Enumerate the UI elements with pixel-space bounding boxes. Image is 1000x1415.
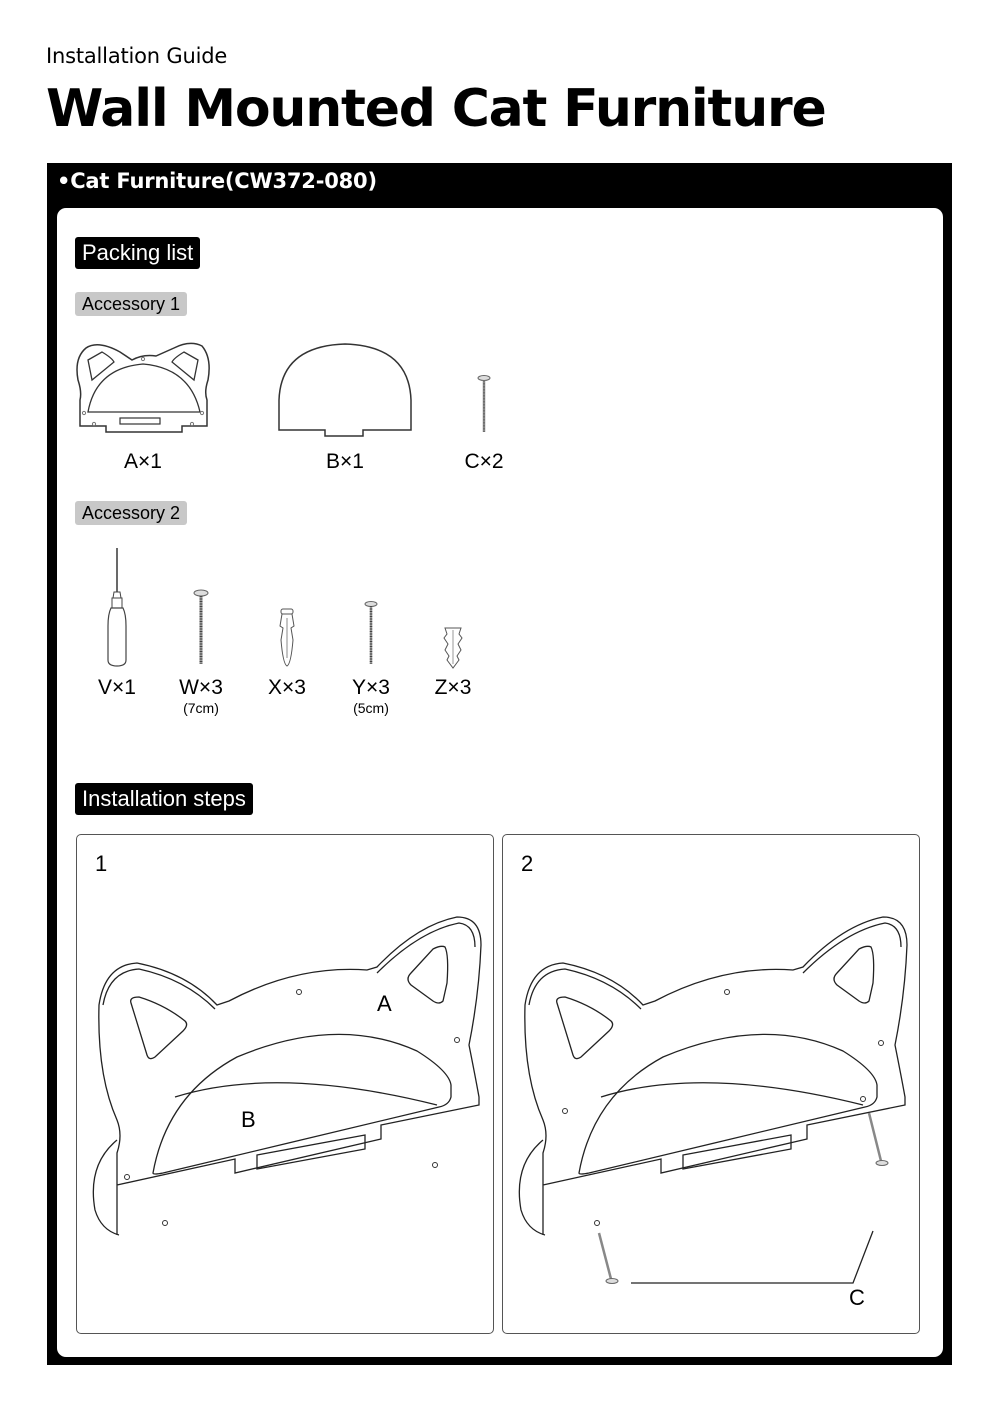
item-w [171,546,231,716]
short-screw-icon [361,546,381,670]
item-w-label: W×3 [179,676,223,699]
item-c [449,340,519,474]
item-x-label: X×3 [268,676,306,699]
installation-steps-label: Installation steps [75,783,253,815]
item-b-label: B×1 [326,450,364,473]
item-b [277,340,413,474]
page-title: Wall Mounted Cat Furniture [46,79,826,139]
screwdriver-icon [102,546,132,670]
step-1-assembly-illustration [77,835,495,1335]
step-2-screw-illustration [503,835,921,1335]
item-z [423,546,483,700]
product-heading: •Cat Furniture(CW372-080) [57,169,377,193]
step-1-number: 1 [95,851,108,876]
item-y-size: (5cm) [353,700,389,716]
item-c-label: C×2 [464,450,504,473]
long-screw-icon [191,546,211,670]
step-2-panel [502,834,920,1334]
accessory-1-label: Accessory 1 [75,292,187,316]
callout-a: A [377,991,392,1016]
content-panel [57,208,943,1357]
item-w-size: (7cm) [183,700,219,716]
drywall-anchor-icon [441,546,465,670]
item-v-label: V×1 [98,676,136,699]
callout-c: C [849,1285,865,1310]
item-x [257,546,317,700]
item-z-label: Z×3 [434,676,472,699]
item-a-label: A×1 [124,450,162,473]
product-frame [47,163,952,1365]
accessory-2-label: Accessory 2 [75,501,187,525]
wall-anchor-icon [275,546,299,670]
callout-b: B [241,1107,256,1132]
step-2-number: 2 [521,851,534,876]
cat-frame-panel-icon [76,340,210,440]
subtitle: Installation Guide [46,44,228,68]
screw-icon [474,340,494,440]
item-y-label: Y×3 [352,676,390,699]
packing-list-label: Packing list [75,237,200,269]
item-v [87,546,147,700]
item-y [341,546,401,716]
dome-panel-icon [277,340,413,440]
item-a [75,340,211,474]
step-1-panel [76,834,494,1334]
